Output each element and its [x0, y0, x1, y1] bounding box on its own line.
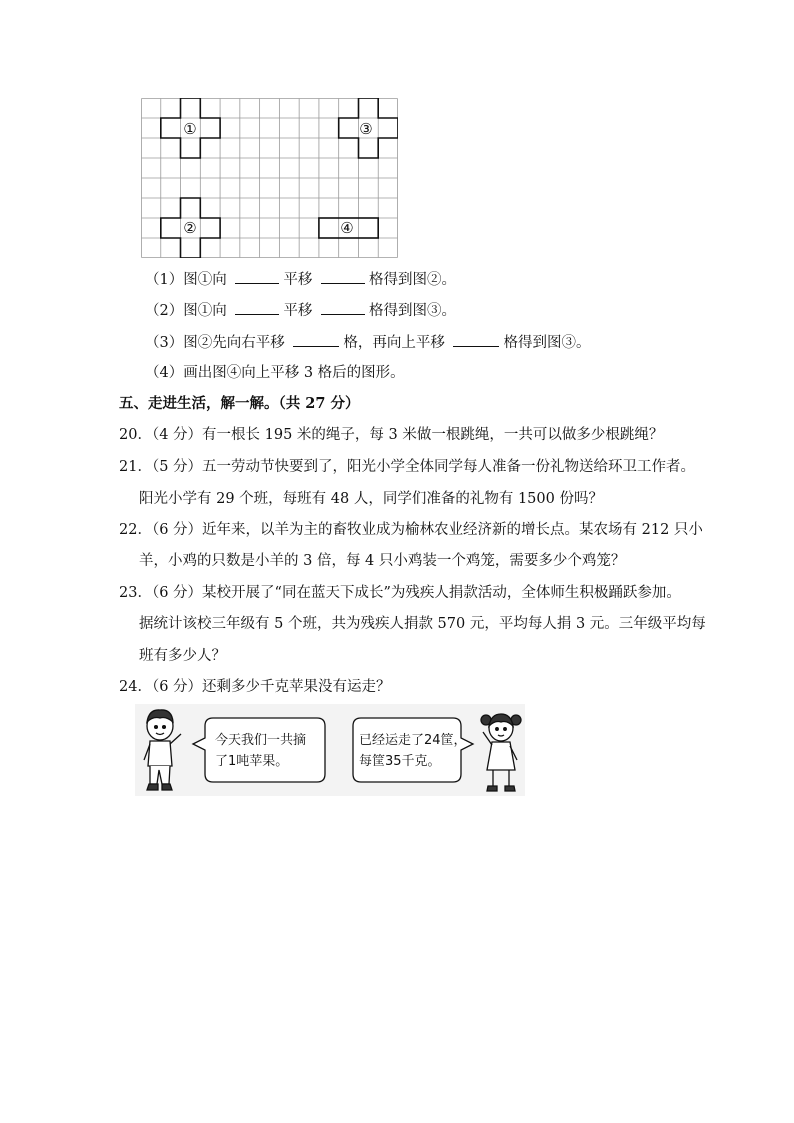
girl-bubble-line1: 已经运走了24筐， — [359, 733, 467, 748]
translation-grid-figure — [141, 98, 398, 258]
answer-blank[interactable] — [235, 301, 279, 315]
grid-svg — [141, 98, 398, 258]
answer-blank[interactable] — [235, 270, 279, 284]
q19-3: （3）图②先向右平移 格，再向上平移 格得到图③。 — [145, 335, 591, 351]
problem-23-line2: 据统计该校三年级有 5 个班，共为残疾人捐款 570 元，平均每人捐 3 元。三年级平均每 — [139, 616, 706, 632]
girl-bubble-line2: 每筐35千克。 — [359, 754, 441, 769]
problem-24: 24．（6 分）还剩多少千克苹果没有运走？ — [119, 679, 391, 695]
problem-23-line3: 班有多少人？ — [139, 648, 226, 664]
shape-3-label: ③ — [359, 120, 373, 138]
q19-2: （2）图①向 平移 格得到图③。 — [145, 303, 456, 319]
q19-4: （4）画出图④向上平移 3 格后的图形。 — [145, 365, 405, 381]
boy-bubble-line1: 今天我们一共摘 — [215, 733, 307, 748]
girl-speech-bubble — [353, 718, 473, 782]
dialogue-svg — [135, 704, 525, 796]
answer-blank[interactable] — [321, 301, 365, 315]
answer-blank[interactable] — [293, 333, 339, 347]
problem-21-line2: 阳光小学有 29 个班，每班有 48 人，同学们准备的礼物有 1500 份吗？ — [139, 491, 603, 507]
answer-blank[interactable] — [321, 270, 365, 284]
boy-speech-bubble — [193, 718, 325, 782]
problem-20: 20．（4 分）有一根长 195 米的绳子，每 3 米做一根跳绳，一共可以做多少根跳绳？ — [119, 427, 664, 443]
section-5-title: 五、走进生活，解一解。（共 27 分） — [119, 395, 360, 412]
shape-1-label: ① — [183, 120, 197, 138]
problem-22-line2: 羊，小鸡的只数是小羊的 3 倍，每 4 只小鸡装一个鸡笼，需要多少个鸡笼？ — [139, 553, 626, 569]
problem-22-line1: 22．（6 分）近年来，以羊为主的畜牧业成为榆林农业经济新的增长点。某农场有 212 只小 — [119, 522, 703, 538]
answer-blank[interactable] — [453, 333, 499, 347]
q19-1: （1）图①向 平移 格得到图②。 — [145, 272, 456, 288]
apple-dialogue-illustration — [135, 704, 525, 796]
problem-23-line1: 23．（6 分）某校开展了“同在蓝天下成长”为残疾人捐款活动，全体师生积极踊跃参加。 — [119, 585, 681, 601]
problem-21-line1: 21．（5 分）五一劳动节快要到了，阳光小学全体同学每人准备一份礼物送给环卫工作者。 — [119, 459, 696, 475]
shape-2-label: ② — [183, 219, 197, 237]
shape-4-label: ④ — [340, 219, 354, 237]
boy-bubble-line2: 了1吨苹果。 — [215, 754, 289, 769]
